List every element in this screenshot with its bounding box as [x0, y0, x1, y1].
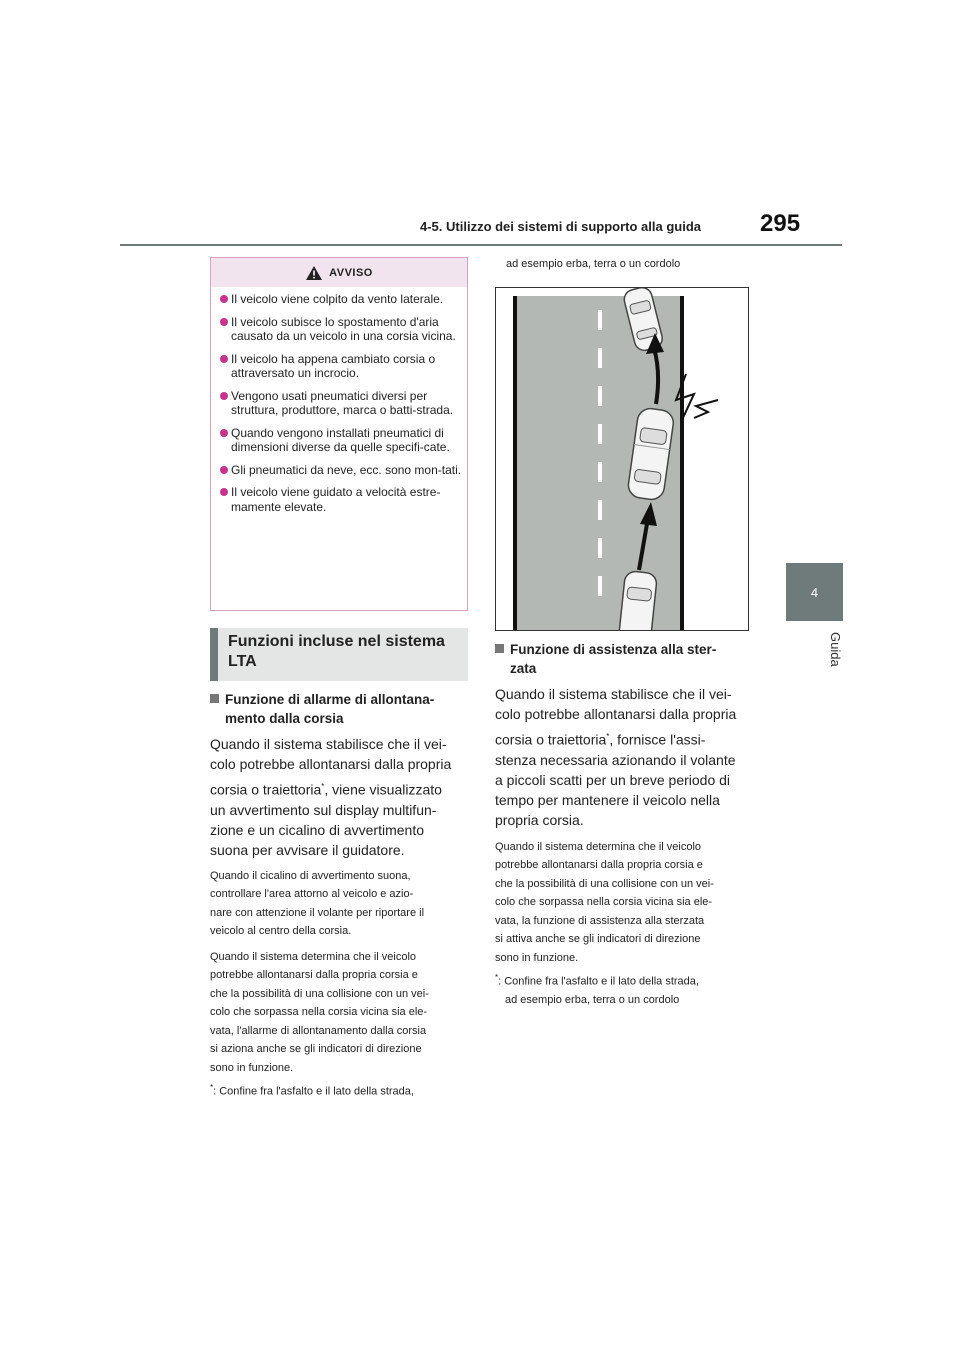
square-bullet-icon [210, 694, 219, 703]
note-paragraph: Quando il cicalino di avvertimento suona, controllare l'area attorno al veicolo e azio- nare con attenzione il volante per riportare il veicolo al centro della corsia. [210, 869, 425, 938]
warning-box [210, 257, 468, 611]
chapter-label-text: Guida [828, 632, 843, 667]
lane-assist-diagram [495, 287, 749, 631]
warning-item: Quando vengono installati pneumatici di dimensioni diverse da quelle specifi-cate. [220, 426, 464, 455]
bullet-icon [220, 429, 228, 437]
chapter-label [786, 632, 843, 667]
warning-item: Il veicolo subisce lo spostamento d'aria causato da un veicolo in una corsia vicina. [220, 315, 464, 344]
warning-item: Gli pneumatici da neve, ecc. sono mon-tati. [220, 463, 464, 478]
warning-header [211, 258, 467, 287]
impact-zigzag-icon [694, 400, 718, 418]
bullet-icon [220, 466, 228, 474]
note-paragraph: Quando il sistema determina che il veicolo potrebbe allontanarsi dalla propria corsia e che la possibilità di una collisione con un vei- colo che sorpassa nella corsia vicina sia ele- vata, la funzione di assistenza alla sterzata si attiva anche se gli indicatori di direzione sono in funzione. [495, 840, 714, 964]
bullet-icon [220, 295, 228, 303]
warning-item: Il veicolo viene guidato a velocità estre-mamente elevate. [220, 485, 464, 514]
square-bullet-icon [495, 644, 504, 653]
car-icon [618, 571, 657, 630]
warning-triangle-icon [305, 265, 323, 281]
bullet-icon [220, 318, 228, 326]
chapter-number: 4 [810, 584, 819, 600]
page-number: 295 [760, 210, 801, 237]
header-divider [120, 244, 842, 246]
bullet-icon [220, 488, 228, 496]
body-paragraph: Quando il sistema stabilisce che il vei- colo potrebbe allontanarsi dalla propria corsia o traiettoria*, viene visualizzato un avvertimento sul display multifun- zione e un cicalino di avvertimento suona per avvisare il guidatore. [210, 736, 452, 858]
subhead-lane-departure-alert: Funzione di allarme di allontana- mento dalla corsia [210, 690, 472, 728]
warning-list [220, 292, 464, 522]
footnote: *: Confine fra l'asfalto e il lato della strada, ad esempio erba, terra o un cordolo [495, 973, 699, 1007]
warning-title: AVVISO [329, 266, 373, 279]
section-heading-line2: LTA [228, 653, 257, 670]
left-column [210, 690, 472, 1101]
footnote-continued: ad esempio erba, terra o un cordolo [506, 258, 681, 270]
note-paragraph: Quando il sistema determina che il veicolo potrebbe allontanarsi dalla propria corsia e che la possibilità di una collisione con un vei- colo che sorpassa nella corsia vicina sia ele- vata, l'allarme di allontanamento dalla corsia si aziona anche se gli indicatori di direzione sono in funzione. [210, 950, 429, 1074]
section-heading-line1: Funzioni incluse nel sistema [228, 633, 445, 650]
warning-item: Vengono usati pneumatici diversi per struttura, produttore, marca o batti-strada. [220, 389, 464, 418]
section-title: 4-5. Utilizzo dei sistemi di supporto alla guida [420, 219, 701, 234]
subhead-steering-assist: Funzione di assistenza alla ster- zata [495, 640, 757, 678]
footnote: *: Confine fra l'asfalto e il lato della strada, [210, 1083, 414, 1098]
bullet-icon [220, 392, 228, 400]
right-column [495, 640, 757, 1010]
warning-item: Il veicolo viene colpito da vento laterale. [220, 292, 464, 307]
warning-item: Il veicolo ha appena cambiato corsia o attraversato un incrocio. [220, 352, 464, 381]
section-heading [210, 628, 468, 681]
road-illustration [496, 288, 748, 630]
chapter-tab[interactable] [786, 563, 843, 621]
body-paragraph: Quando il sistema stabilisce che il vei- colo potrebbe allontanarsi dalla propria corsia o traiettoria*, fornisce l'assi- stenza necessaria azionando il volante a piccoli scatti per un breve periodo di tempo per mantenere il veicolo nella propria corsia. [495, 686, 737, 828]
bullet-icon [220, 355, 228, 363]
